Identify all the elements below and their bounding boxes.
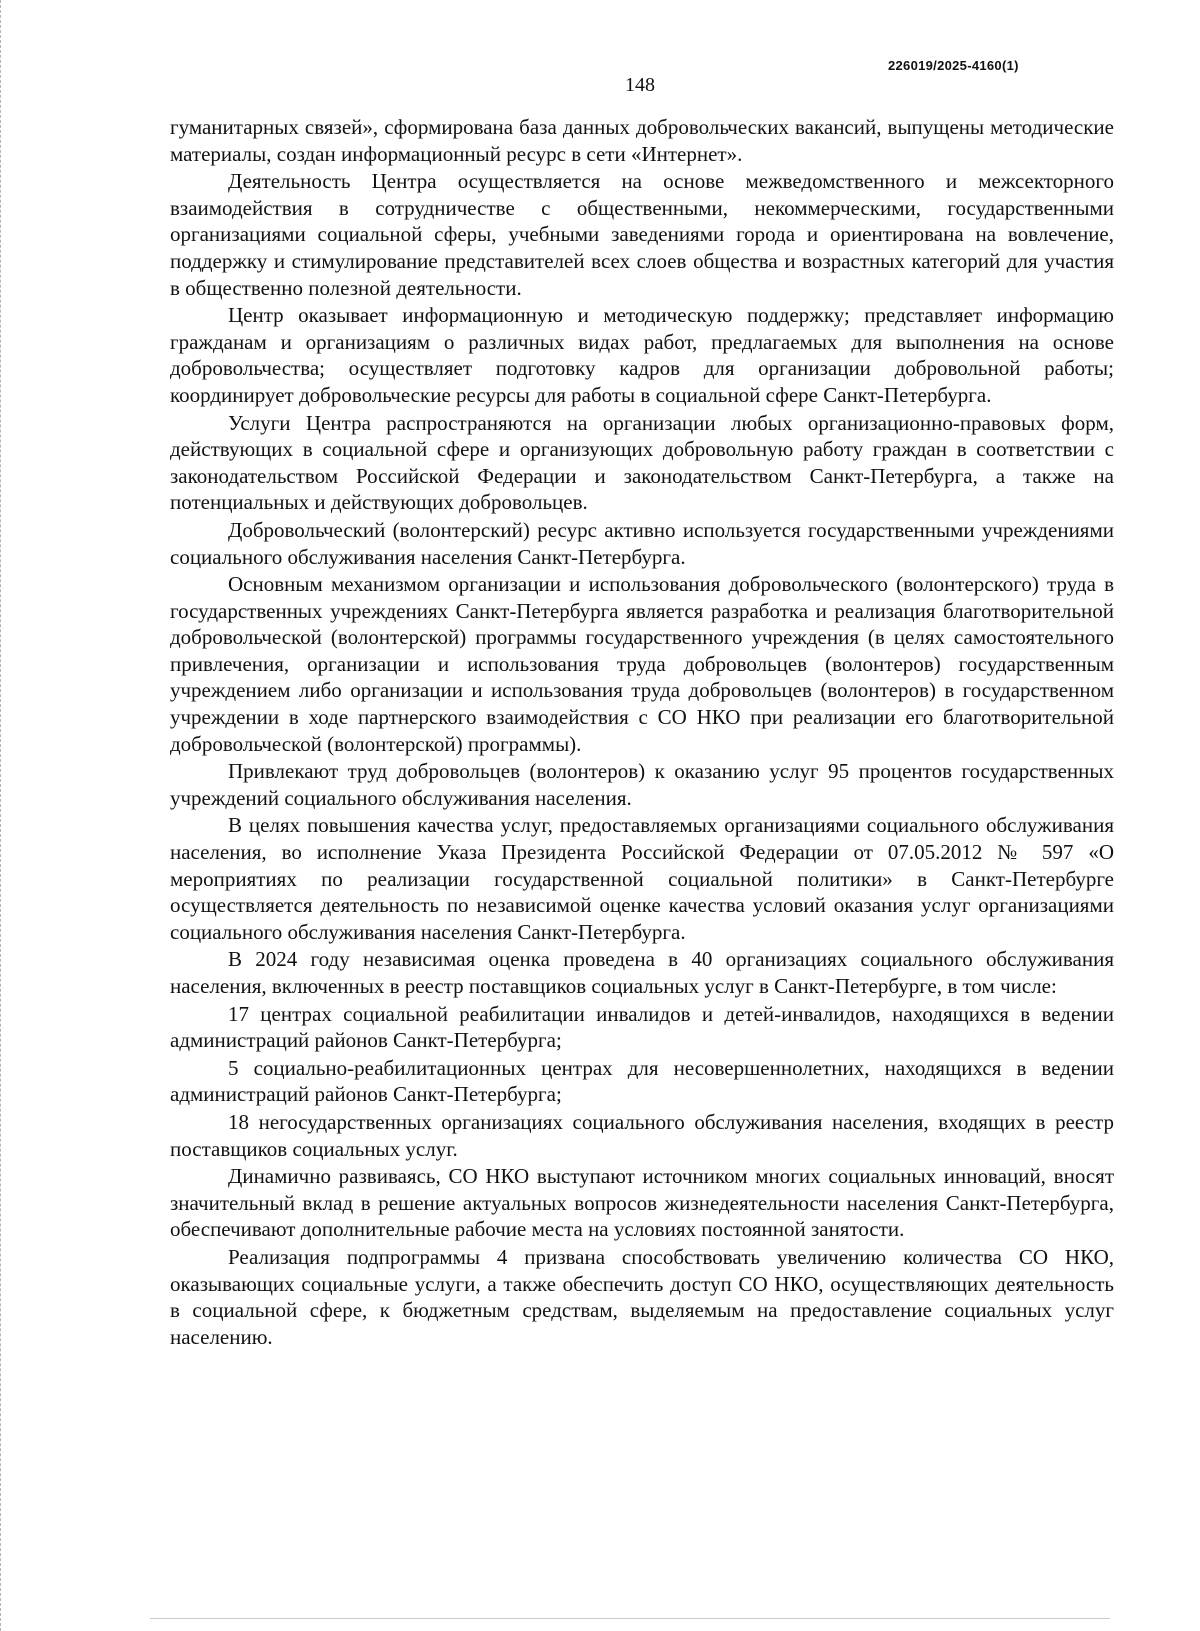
paragraph-assessment-2024: В 2024 году независимая оценка проведена в 40 организациях социального обслуживания населения, включенных в реестр поставщиков социальных услуг в Санкт-Петербурге, в том числе: [170,947,1114,998]
list-item-minor-centers: 5 социально-реабилитационных центрах для несовершеннолетних, находящихся в ведении администраций районов Санкт-Петербурга; [170,1055,1114,1107]
paragraph-continuation: гуманитарных связей», сформирована база данных добровольческих вакансий, выпущены методические материалы, создан информационный ресурс в сети «Интернет». [170,115,1114,166]
paragraph-quality-assessment: В целях повышения качества услуг, предоставляемых организациями социального обслуживания населения, во исполнение Указа Президента Российской Федерации от 07.05.2012 № 597 «О мероприятиях по реализации государственной социальной политики» в Санкт-Петербурге осуществляется деятельность по независимой оценке качества условий оказания услуг организациями социального обслуживания населения Санкт-Петербурга. [170,813,1114,944]
list-item-nongovernmental-organizations: 18 негосударственных организациях социального обслуживания населения, входящих в реестр поставщиков социальных услуг. [170,1109,1114,1161]
paragraph-volunteer-resource: Добровольческий (волонтерский) ресурс активно используется государственными учреждениями социального обслуживания населения Санкт-Петербурга. [170,517,1114,569]
paragraph-main-mechanism: Основным механизмом организации и использования добровольческого (волонтерского) труда в государственных учреждениях Санкт-Петербурга является разработка и реализация благотворительной добровольческой (волонтерской) программы государственного учреждения (в целях самостоятельного привлечения, организации и использования труда добровольцев (волонтеров) государственным учреждением либо организации и использования труда добровольцев (волонтеров) в государственном учреждении в ходе партнерского взаимодействия с СО НКО при реализации его благотворительной добровольческой (волонтерской) программы). [170,572,1114,756]
paragraph-center-activity: Деятельность Центра осуществляется на основе межведомственного и межсекторного взаимодействия в сотрудничестве с общественными, некоммерческими, государственными организациями социальной сферы, учебными заведениями города и ориентирована на вовлечение, поддержку и стимулирование представителей всех слоев общества и возрастных категорий для участия в общественно полезной деятельности. [170,169,1114,300]
paragraph-volunteer-share: Привлекают труд добровольцев (волонтеров) к оказанию услуг 95 процентов государственных учреждений социального обслуживания населения. [170,759,1114,810]
scan-bottom-edge [150,1618,1110,1619]
document-body [170,114,1114,1350]
paragraph-subprogram-4: Реализация подпрограммы 4 призвана способствовать увеличению количества СО НКО, оказывающих социальные услуги, а также обеспечить доступ СО НКО, осуществляющих деятельность в социальной сфере, к бюджетным средствам, выделяемым на предоставление социальных услуг населению. [170,1244,1114,1349]
list-item-rehabilitation-centers: 17 центрах социальной реабилитации инвалидов и детей-инвалидов, находящихся в ведении администраций районов Санкт-Петербурга; [170,1001,1114,1053]
paragraph-center-services: Услуги Центра распространяются на организации любых организационно-правовых форм, действующих в социальной сфере и организующих добровольную работу граждан в соответствии с законодательством Российской Федерации и законодательством Санкт-Петербурга, а также на потенциальных и действующих добровольцев. [170,410,1114,515]
page-number: 148 [625,74,655,96]
paragraph-nko-innovations: Динамично развиваясь, СО НКО выступают источником многих социальных инноваций, вносят значительный вклад в решение актуальных вопросов жизнедеятельности населения Санкт-Петербурга, обеспечивают дополнительные рабочие места на условиях постоянной занятости. [170,1164,1114,1242]
document-registration-number: 226019/2025-4160(1) [888,58,1019,73]
scan-edge-marks [0,0,5,1631]
paragraph-center-support: Центр оказывает информационную и методическую поддержку; представляет информацию гражданам и организациям о различных видах работ, предлагаемых для выполнения на основе добровольчества; осуществляет подготовку кадров для организации добровольной работы; координирует добровольческие ресурсы для работы в социальной сфере Санкт-Петербурга. [170,303,1114,407]
